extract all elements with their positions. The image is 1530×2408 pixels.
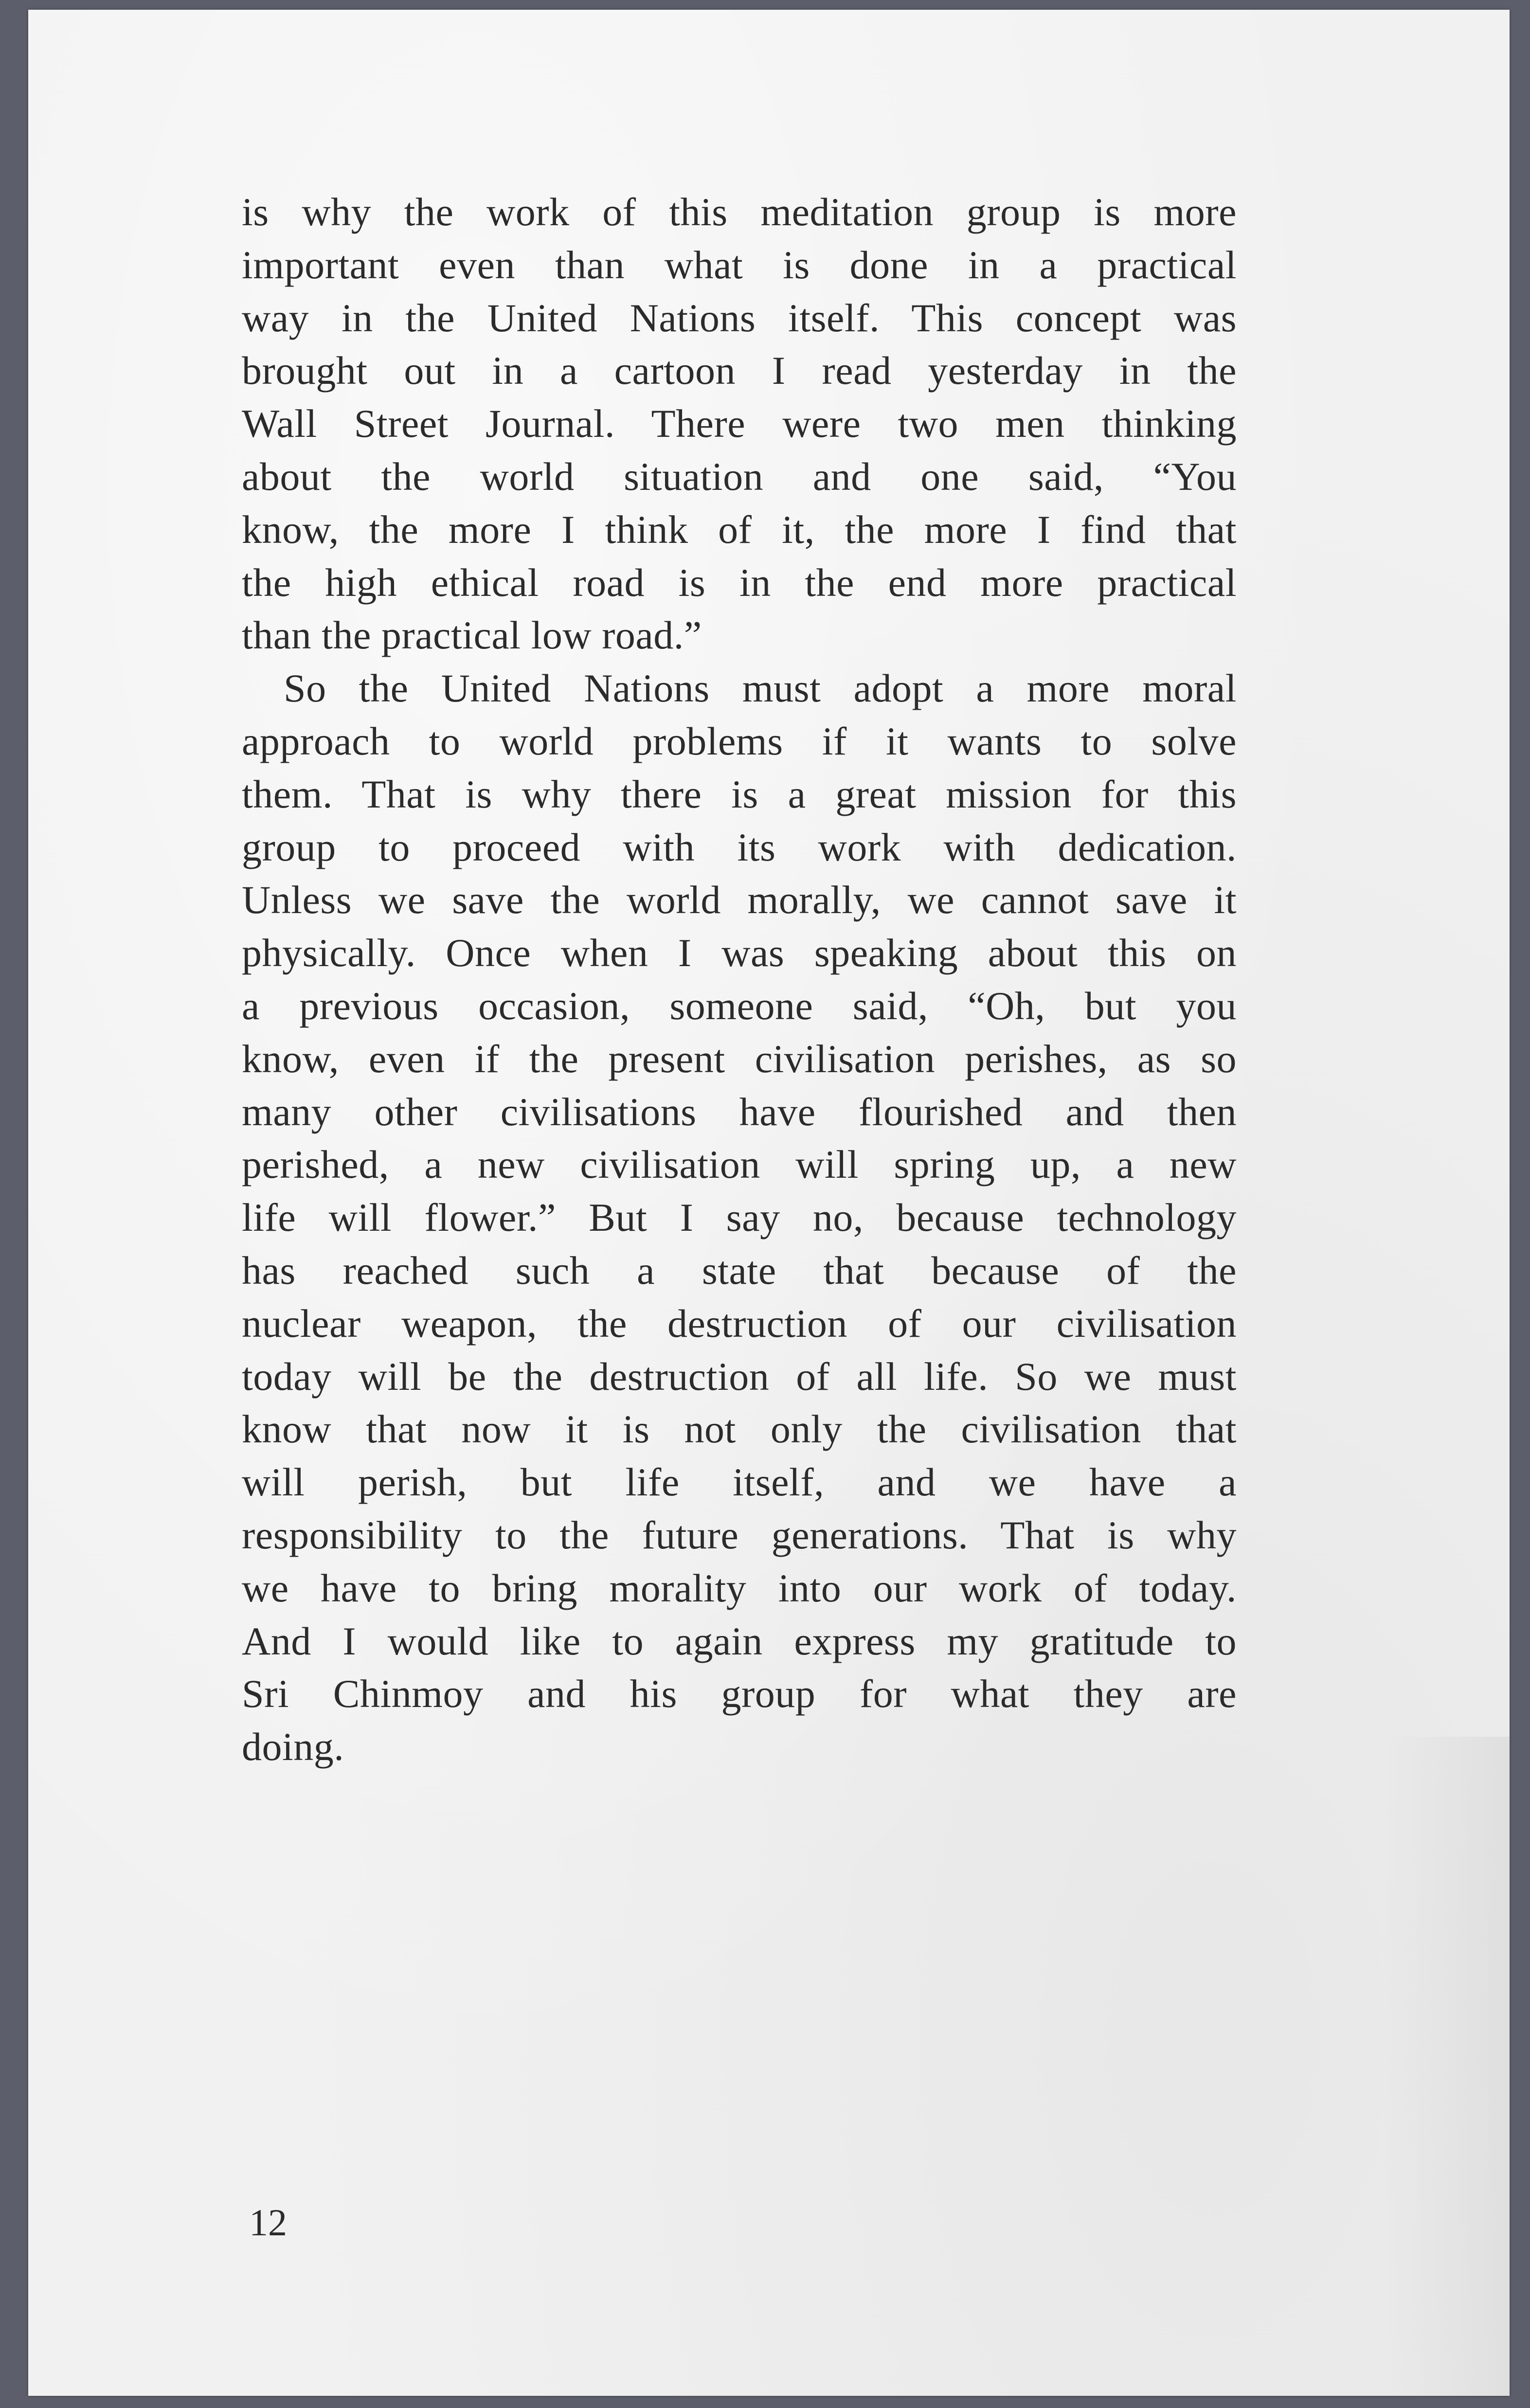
- text-line: about the world situation and one said, “You: [242, 454, 1237, 499]
- text-line: has reached such a state that because of the: [242, 1248, 1237, 1293]
- text-line: And I would like to again express my gratitude to: [242, 1618, 1237, 1663]
- page-number: 12: [249, 2201, 287, 2244]
- text-line: than the practical low road.”: [242, 613, 702, 658]
- text-line: important even than what is done in a practical: [242, 242, 1237, 287]
- text-line: Wall Street Journal. There were two men thinking: [242, 401, 1237, 446]
- text-line: brought out in a cartoon I read yesterday in the: [242, 348, 1237, 393]
- text-line: physically. Once when I was speaking about this on: [242, 931, 1237, 975]
- text-line: know that now it is not only the civilisation that: [242, 1407, 1237, 1452]
- text-line: a previous occasion, someone said, “Oh, but you: [242, 983, 1237, 1028]
- text-line: way in the United Nations itself. This concept was: [242, 295, 1237, 340]
- text-line: know, the more I think of it, the more I find that: [242, 507, 1237, 552]
- text-line: doing.: [242, 1725, 344, 1769]
- text-line: know, even if the present civilisation perishes, as so: [242, 1036, 1237, 1081]
- text-line: perished, a new civilisation will spring up, a new: [242, 1142, 1237, 1187]
- text-line: approach to world problems if it wants to solve: [242, 719, 1237, 763]
- text-line: Unless we save the world morally, we cannot save it: [242, 878, 1237, 922]
- text-line: will perish, but life itself, and we have a: [242, 1460, 1237, 1505]
- body-text: [242, 186, 1237, 1774]
- text-line: nuclear weapon, the destruction of our civilisation: [242, 1301, 1237, 1346]
- text-line: we have to bring morality into our work of today.: [242, 1565, 1237, 1610]
- text-line: is why the work of this meditation group is more: [242, 190, 1237, 234]
- text-line: the high ethical road is in the end more practical: [242, 560, 1237, 605]
- text-line: many other civilisations have flourished and then: [242, 1089, 1237, 1134]
- text-line: Sri Chinmoy and his group for what they are: [242, 1671, 1237, 1716]
- text-line: life will flower.” But I say no, because technology: [242, 1195, 1237, 1240]
- text-line: group to proceed with its work with dedication.: [242, 825, 1237, 869]
- page-shadow: [1383, 1737, 1510, 2396]
- text-line: them. That is why there is a great mission for this: [242, 772, 1237, 816]
- text-line: today will be the destruction of all life. So we must: [242, 1354, 1237, 1399]
- text-line: responsibility to the future generations. That is why: [242, 1512, 1237, 1557]
- text-line: So the United Nations must adopt a more moral: [284, 666, 1237, 711]
